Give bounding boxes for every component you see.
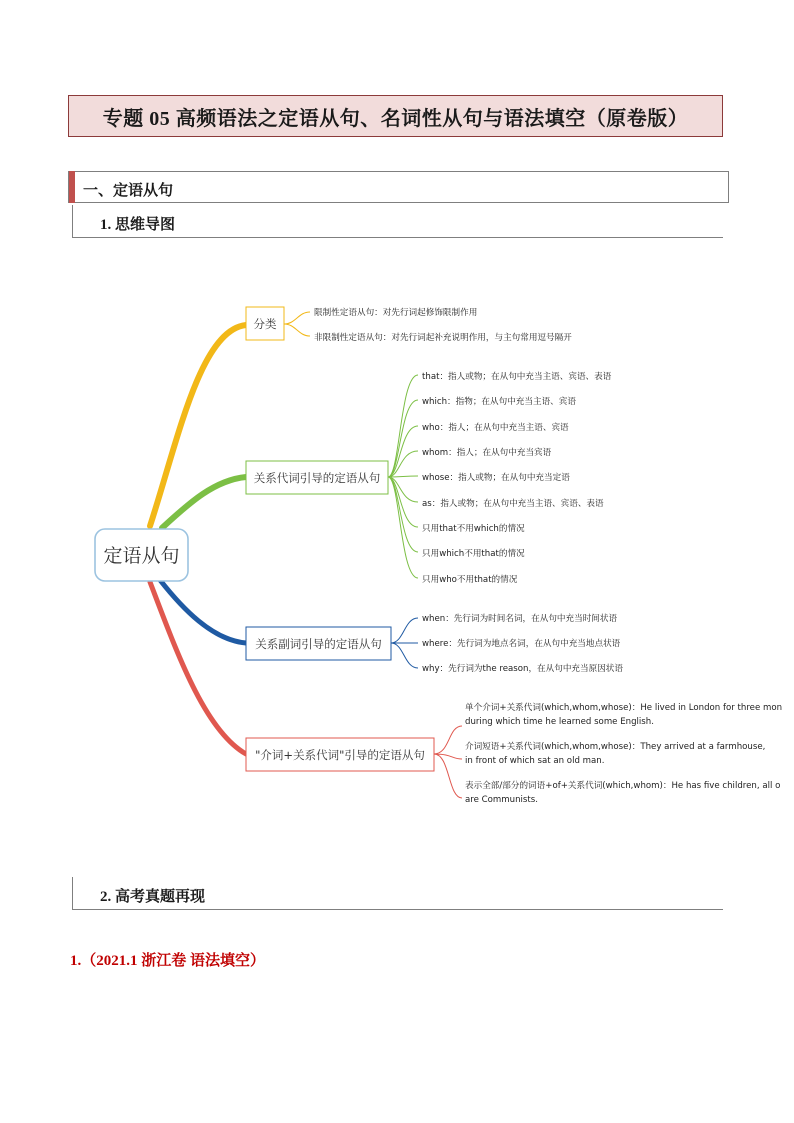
leaf-only-which: 只用which不用that的情况 [422,549,525,559]
leaf-adverb-where: where：先行词为地点名词，在从句中充当地点状语 [422,639,621,649]
mind-map [0,290,794,820]
leaf-adverb-when: when：先行词为时间名词，在从句中充当时间状语 [422,614,618,624]
mind-map-svg [0,290,794,820]
section-accent-bar [69,171,75,203]
document-title-box [68,95,723,137]
leaf-only-that: 只用that不用which的情况 [422,524,525,534]
branch-label-relative-pronoun: 关系代词引导的定语从句 [253,471,381,485]
leaf-connectors-relative-pronoun [388,375,418,578]
leaf-prep-single-line1: 单个介词+关系代词(which,whom,whose)：He lived in London for three mon [465,703,783,713]
subsection-heading-mindmap: 1. 思维导图 [100,217,176,233]
section-header-attributive-clause [68,171,729,203]
leaf-connectors-preposition-pronoun [434,726,462,798]
branch-label-preposition-pronoun: "介词+关系代词"引导的定语从句 [255,748,425,762]
leaf-prep-phrase-line1: 介词短语+关系代词(which,whom,whose)：They arrived at a farmhouse, [465,742,766,752]
document-title: 专题 05 高频语法之定语从句、名词性从句与语法填空（原卷版） [102,107,689,130]
leaf-prep-phrase-line2: in front of which sat an old man. [465,756,605,766]
leaf-connectors-classification [284,312,310,336]
branch-connector-red [150,582,246,754]
subsection-header-past-exams [72,877,723,910]
leaf-classification-2: 非限制性定语从句：对先行词起补充说明作用，与主句常用逗号隔开 [314,333,572,343]
leaf-prep-partial-line1: 表示全部/部分的词语+of+关系代词(which,whom)：He has five children, all o [465,781,781,791]
root-node-label: 定语从句 [103,545,180,567]
leaf-classification-1: 限制性定语从句：对先行词起修饰限制作用 [314,308,478,318]
leaf-pronoun-which: which：指物；在从句中充当主语、宾语 [422,397,576,407]
branch-label-relative-adverb: 关系副词引导的定语从句 [255,637,382,651]
question-1-heading: 1.（2021.1 浙江卷 语法填空） [70,953,266,969]
subsection-heading-past-exams: 2. 高考真题再现 [100,889,206,905]
leaf-connectors-relative-adverb [391,618,418,668]
leaf-pronoun-whose: whose：指人或物；在从句中充当定语 [422,473,570,483]
branch-connector-blue [160,580,246,643]
branch-label-classification: 分类 [253,317,277,331]
leaf-prep-partial-line2: are Communists. [465,795,538,805]
leaf-pronoun-who: who：指人；在从句中充当主语、宾语 [422,423,569,433]
subsection-header-mindmap [72,205,723,238]
leaf-adverb-why: why：先行词为the reason，在从句中充当原因状语 [422,664,623,674]
branch-connector-green [162,477,246,528]
leaf-prep-single-line2: during which time he learned some English. [465,717,654,727]
leaf-pronoun-whom: whom：指人；在从句中充当宾语 [422,448,552,458]
leaf-pronoun-that: that：指人或物；在从句中充当主语、宾语、表语 [422,372,612,382]
section-heading: 一、定语从句 [83,183,174,199]
leaf-only-who: 只用who不用that的情况 [422,575,518,585]
leaf-pronoun-as: as：指人或物；在从句中充当主语、宾语、表语 [422,499,604,509]
